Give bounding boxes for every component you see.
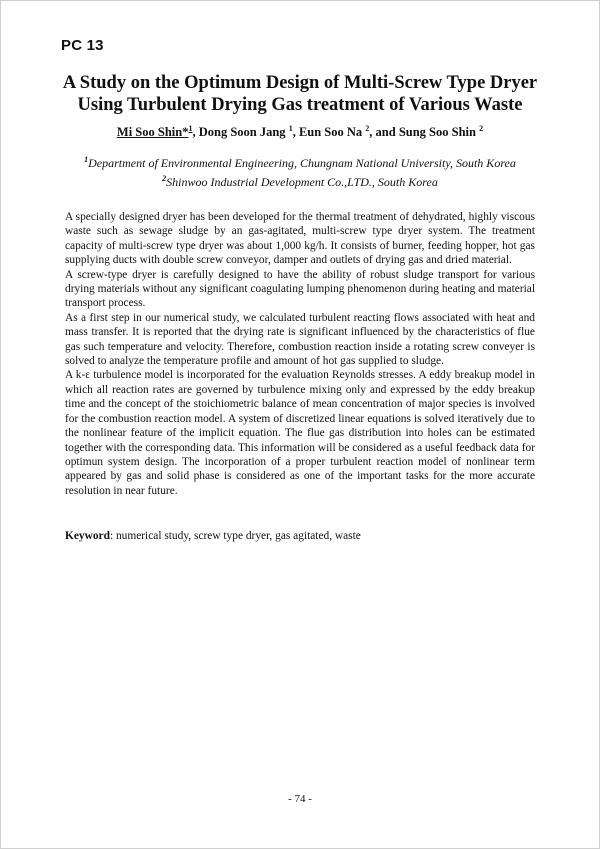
affiliation-text: Department of Environmental Engineering, Chungnam National University, South Korea: [88, 156, 516, 170]
title-line-1: A Study on the Optimum Design of Multi-Screw Type Dryer: [62, 73, 538, 93]
author-name: Eun Soo Na: [298, 125, 366, 140]
author-affil-sup: 1: [288, 124, 293, 133]
affiliation-text: Shinwoo Industrial Development Co.,LTD., South Korea: [166, 175, 438, 189]
abstract-paragraph: A k-ε turbulence model is incorporated for the evaluation Reynolds stresses. A eddy breakup model in which all reaction rates are governed by turbulence mixing only and expressed by the eddy breakup time and the concept of the stoichiometric balance of mean concentration of major species is involved for the combustion reaction model. A system of discretized linear equations is solved iteratively due to the nonlinear feature of the implicit equation. The flue gas distribution into holes can be estimated together with the corresponding data. This information will be considered as a useful feedback data for optimun system design. The incorporation of a proper turbulent reaction model of nonlinear term appeared by gas and solid phase is considered as one of the important tasks for the more accurate resolution in near future.: [65, 369, 535, 497]
affiliation-line: [40, 152, 560, 171]
author-affil-sup: 2: [479, 124, 484, 133]
author-separator: ,: [292, 125, 299, 140]
abstract-paragraph: As a first step in our numerical study, we calculated turbulent reacting flows associated with heat and mass transfer. It is reported that the drying rate is significant influenced by the characteristics of flue gas such temperature and velocity. Therefore, combustion reaction inside a rotating screw conveyer is solved to analyze the temperature profile and amount of hot gas supplied to sludge.: [65, 311, 535, 368]
page-number: - 74 -: [288, 793, 312, 805]
affiliation-line: [40, 171, 560, 190]
keywords: [65, 530, 535, 542]
abstract-paragraph: A specially designed dryer has been developed for the thermal treatment of dehydrated, highly viscous waste such as sewage sludge by an gas-agitated, multi-screw type dryer system. The treatment capacity of multi-screw type dryer was about 1,000 kg/h. It consists of burner, feeding hopper, hot gas supplying ducts with double screw conveyor, damper and outlets of drying gas and dried material.: [65, 211, 535, 267]
affiliation-sup: 2: [162, 174, 167, 183]
author-list: [40, 124, 560, 140]
keyword-label: Keyword: [65, 530, 110, 542]
author-separator: ,: [192, 125, 199, 140]
title-line-2: Using Turbulent Drying Gas treatment of Various Waste: [77, 95, 523, 115]
author-affil-sup: 2: [365, 124, 370, 133]
paper-title: [40, 72, 560, 116]
affiliation-sup: 1: [84, 155, 89, 164]
author-name: Sung Soo Shin: [398, 125, 480, 140]
author-affil-sup: 1: [188, 124, 193, 133]
presentation-code: PC 13: [61, 37, 104, 54]
keyword-text: : numerical study, screw type dryer, gas agitated, waste: [109, 530, 361, 542]
abstract-body: [65, 210, 535, 498]
author-separator: , and: [369, 125, 399, 140]
author-name: Dong Soon Jang: [198, 125, 289, 140]
author-name: Mi Soo Shin*: [116, 125, 189, 140]
affiliation-list: [40, 152, 560, 190]
abstract-paragraph: A screw-type dryer is carefully designed to have the ability of robust sludge transport for various drying materials without any significant coagulating lumping phenomenon during heating and material transport process.: [65, 268, 535, 310]
